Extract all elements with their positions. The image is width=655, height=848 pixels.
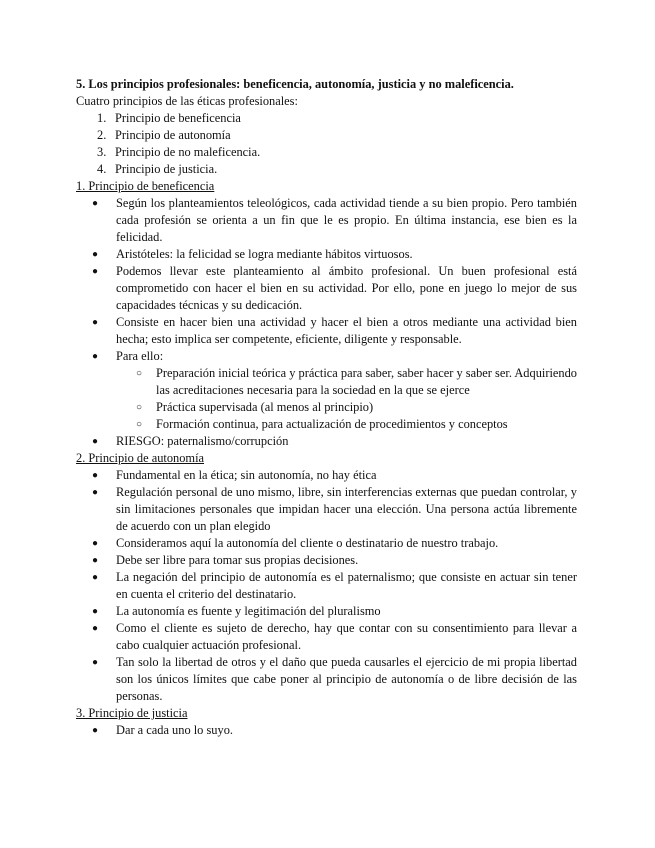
section-heading-beneficencia: 1. Principio de beneficencia bbox=[76, 179, 215, 193]
bullet-icon: ● bbox=[92, 725, 99, 736]
bullet-icon: ● bbox=[92, 572, 99, 583]
sublist-item: ○ Formación continua, para actualización de procedimientos y conceptos bbox=[136, 417, 508, 431]
list-item: ● Como el cliente es sujeto de derecho, hay que contar con su consentimiento para llevar a cabo cualquier actuación profesional. bbox=[92, 621, 577, 652]
bullet-icon: ● bbox=[92, 266, 99, 277]
bullet-icon: ● bbox=[92, 249, 99, 260]
principles-list bbox=[76, 110, 577, 178]
bullet-icon: ● bbox=[92, 198, 99, 209]
list-item: 2. Principio de autonomía bbox=[97, 128, 231, 142]
list-item: ● Regulación personal de uno mismo, libre, sin interferencias externas que puedan controlar, y sin limitaciones personales que impidan hacer una elección. Una persona actúa libremente de acuerdo con un plan elegido bbox=[92, 485, 577, 533]
bullet-icon: ● bbox=[92, 555, 99, 566]
list-item: ● Podemos llevar este planteamiento al ámbito profesional. Un buen profesional está comprometido con hacer el bien en su actividad. Por ello, pone en juego lo mejor de sus capacidades técnicas y su dedicación. bbox=[92, 264, 577, 312]
circle-bullet-icon: ○ bbox=[136, 368, 143, 379]
bullet-icon: ● bbox=[92, 317, 99, 328]
autonomia-list bbox=[76, 467, 577, 705]
list-item: ● La negación del principio de autonomía es el paternalismo; que consiste en actuar sin tener en cuenta el criterio del destinatario. bbox=[92, 570, 577, 601]
list-item: ● Aristóteles: la felicidad se logra mediante hábitos virtuosos. bbox=[92, 247, 413, 261]
document-title: 5. Los principios profesionales: beneficencia, autonomía, justicia y no maleficencia. bbox=[76, 77, 514, 91]
sublist-item: ○ Práctica supervisada (al menos al principio) bbox=[136, 400, 374, 414]
circle-bullet-icon: ○ bbox=[136, 402, 143, 413]
list-item: 4. Principio de justicia. bbox=[97, 162, 218, 176]
list-item: ● Tan solo la libertad de otros y el daño que pueda causarles el ejercicio de mi propia libertad son los únicos límites que cabe poner al principio de autonomía o de libre decisión de las personas. bbox=[92, 655, 577, 703]
list-item: ● Según los planteamientos teleológicos, cada actividad tiende a su bien propio. Pero también cada profesión se orienta a un fin que le es propio. En última instancia, ese bien es la felicidad. bbox=[92, 196, 577, 244]
list-item: ● Dar a cada uno lo suyo. bbox=[92, 723, 233, 737]
list-item: ● Consiste en hacer bien una actividad y hacer el bien a otros mediante una actividad bien hecha; esto implica ser competente, eficiente, diligente y responsable. bbox=[92, 315, 577, 346]
bullet-icon: ● bbox=[92, 606, 99, 617]
justicia-list bbox=[76, 722, 577, 739]
list-item: 3. Principio de no maleficencia. bbox=[97, 145, 261, 159]
intro-text: Cuatro principios de las éticas profesionales: bbox=[76, 94, 298, 108]
bullet-icon: ● bbox=[92, 470, 99, 481]
list-item: ● RIESGO: paternalismo/corrupción bbox=[92, 434, 289, 448]
list-item: ● Debe ser libre para tomar sus propias decisiones. bbox=[92, 553, 359, 567]
circle-bullet-icon: ○ bbox=[136, 419, 143, 430]
bullet-icon: ● bbox=[92, 487, 99, 498]
section-heading-autonomia: 2. Principio de autonomía bbox=[76, 451, 205, 465]
beneficencia-list bbox=[76, 195, 577, 450]
list-item: 1. Principio de beneficencia bbox=[97, 111, 241, 125]
bullet-icon: ● bbox=[92, 538, 99, 549]
section-heading-justicia: 3. Principio de justicia bbox=[76, 706, 188, 720]
bullet-icon: ● bbox=[92, 657, 99, 668]
list-item: ● Fundamental en la ética; sin autonomía, no hay ética bbox=[92, 468, 377, 482]
bullet-icon: ● bbox=[92, 436, 99, 447]
list-item: ● Consideramos aquí la autonomía del cliente o destinatario de nuestro trabajo. bbox=[92, 536, 499, 550]
list-item: ● La autonomía es fuente y legitimación del pluralismo bbox=[92, 604, 381, 618]
list-item: ● Para ello: ○ Preparación inicial teórica y práctica para saber, saber hacer y saber ser. Adquiriendo las acreditaciones necesaria para la sociedad en la que se ejerce ○ Práctica supervisada (al menos al principio) ○ Formación continua, para actualización de procedimientos y conceptos bbox=[92, 349, 577, 431]
bullet-icon: ● bbox=[92, 351, 99, 362]
bullet-icon: ● bbox=[92, 623, 99, 634]
para-ello-sublist bbox=[116, 365, 577, 433]
sublist-item: ○ Preparación inicial teórica y práctica para saber, saber hacer y saber ser. Adquiriendo las acreditaciones necesaria para la sociedad en la que se ejerce bbox=[136, 366, 577, 397]
